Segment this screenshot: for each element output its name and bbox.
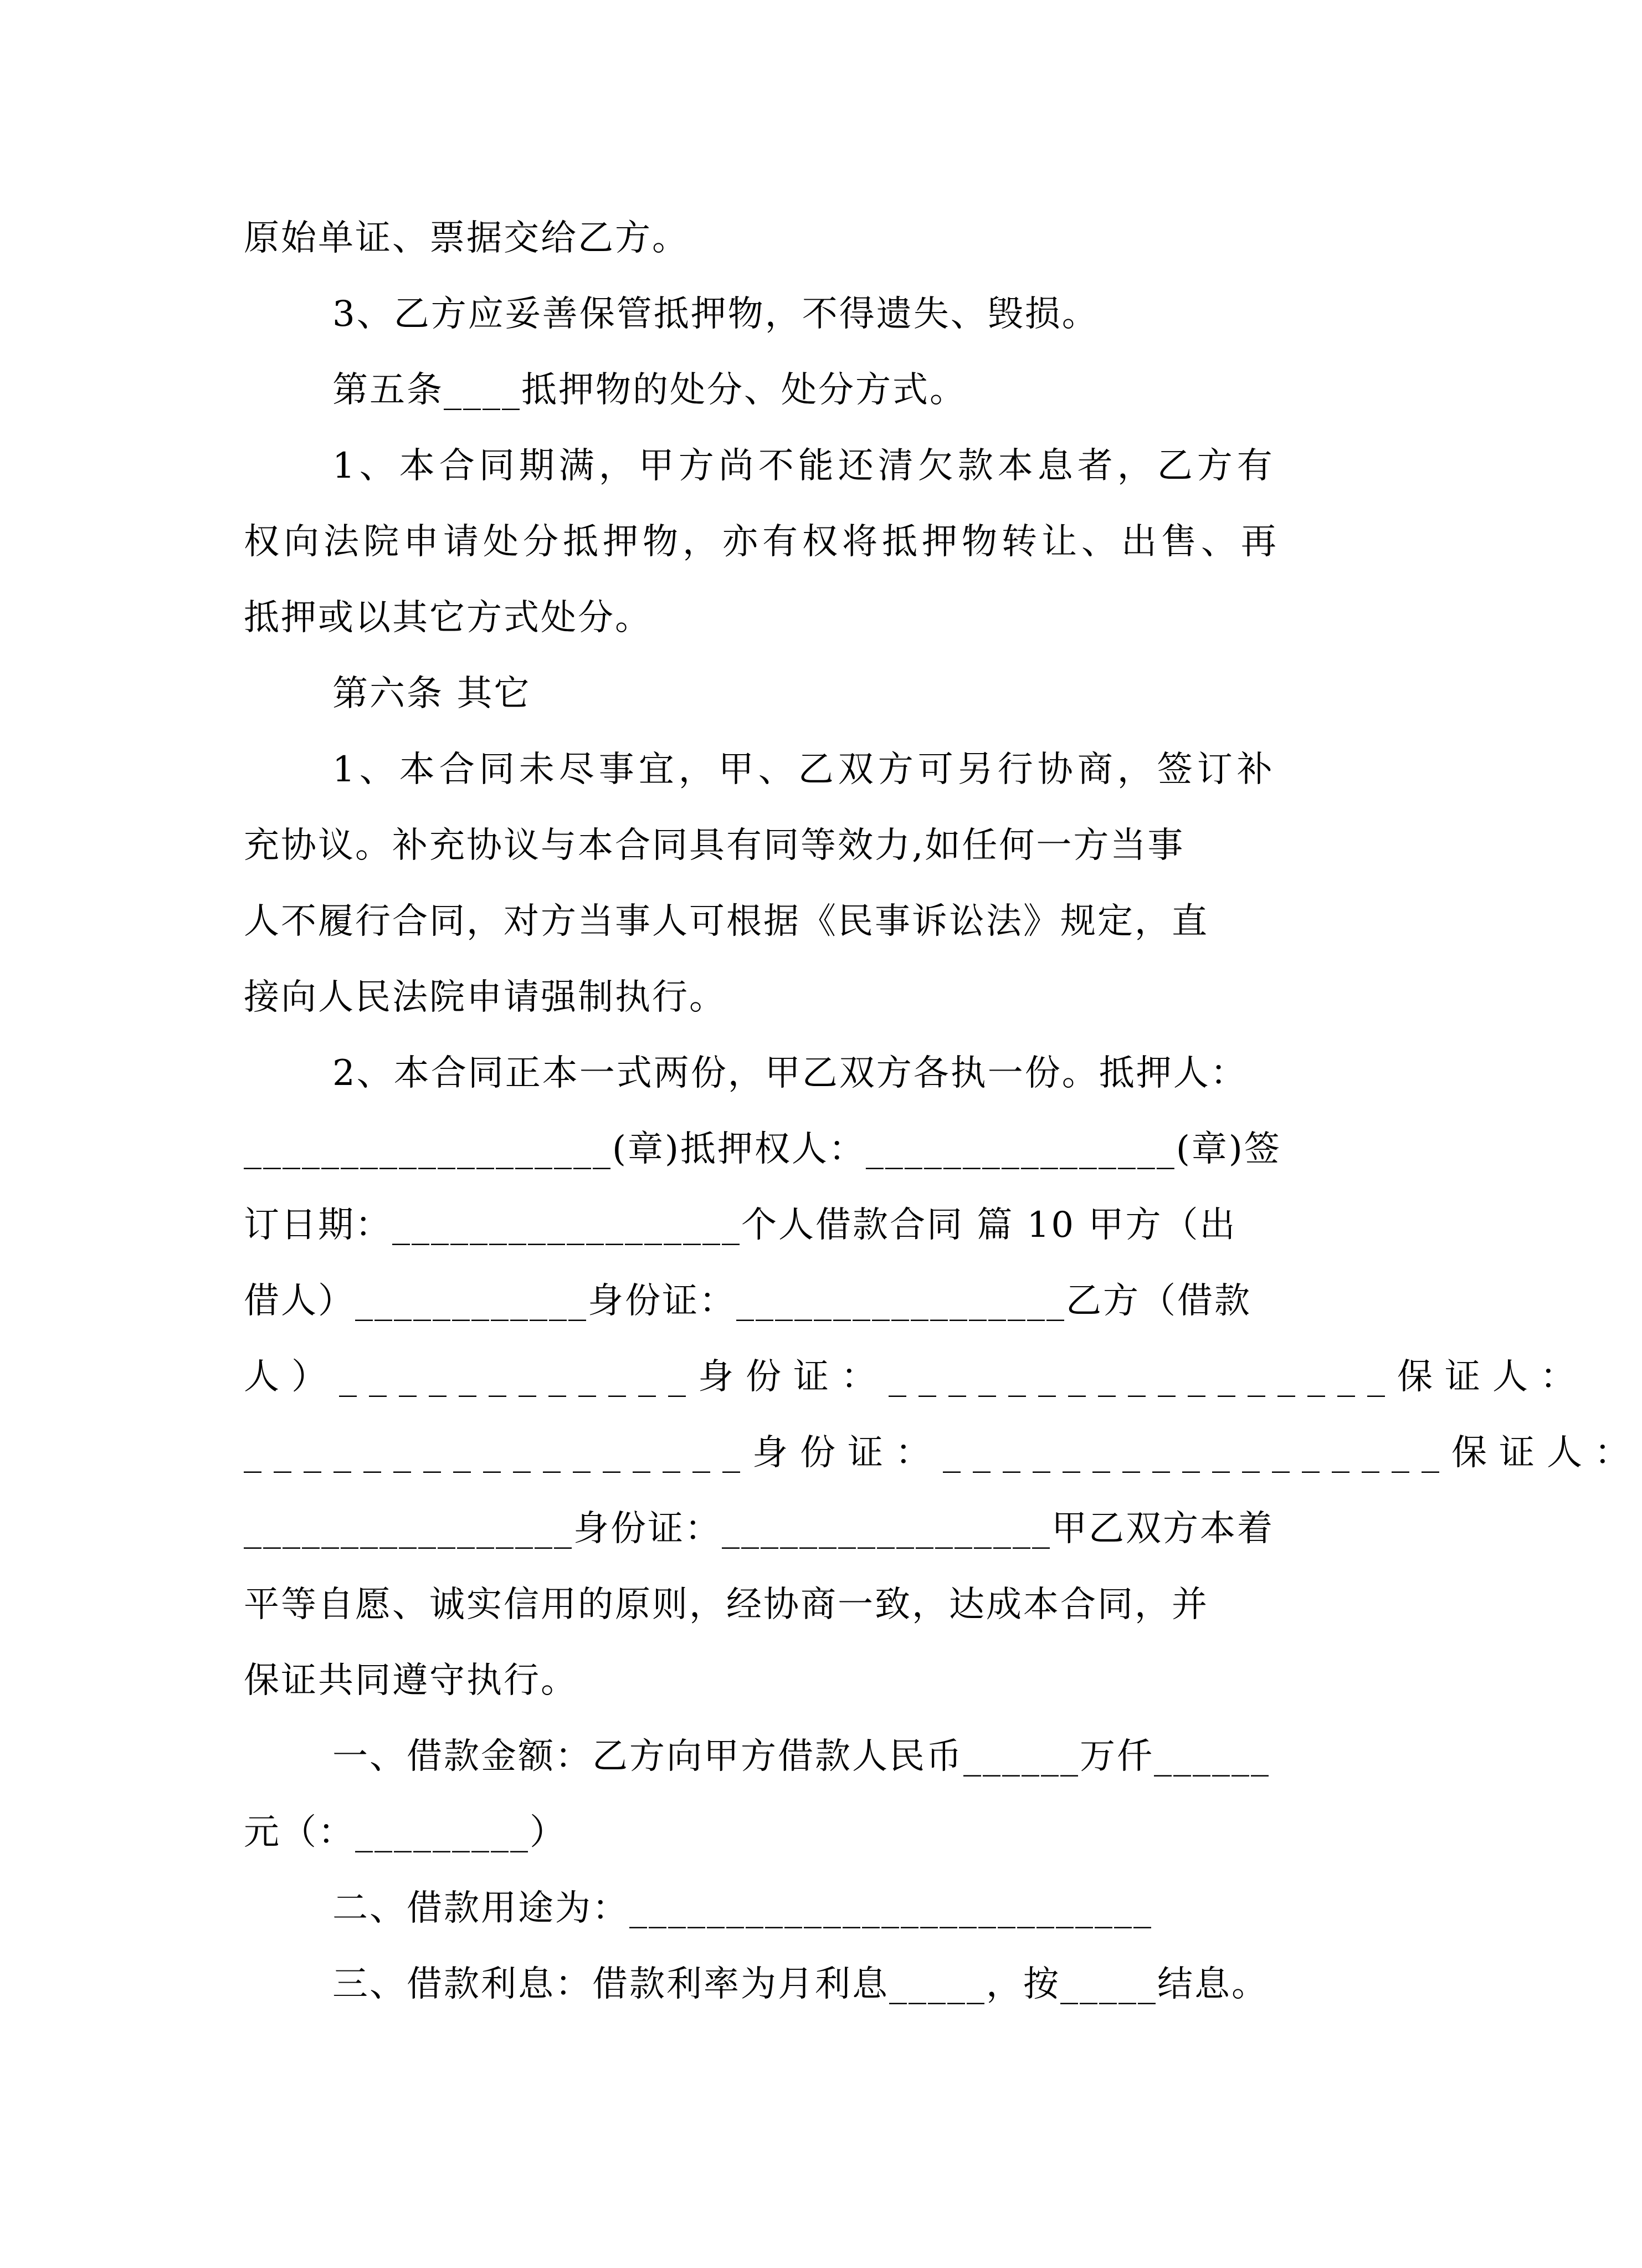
text-line: 借人）____________身份证：_________________乙方（借款 [244,1281,1251,1322]
text-line: 原始单证、票据交给乙方。 [244,218,689,259]
text-line: 3、乙方应妥善保管抵押物，不得遗失、毁损。 [332,294,1099,335]
text-line: 权向法院申请处分抵押物，亦有权将抵押物转让、出售、再 [244,521,1281,562]
text-line: 人）____________身份证：_________________保证人： [244,1356,1588,1397]
text-line: 抵押或以其它方式处分。 [244,597,652,638]
text-line: 1、本合同未尽事宜，甲、乙双方可另行协商，签订补 [332,749,1277,790]
text-line: 三、借款利息：借款利率为月利息_____，按_____结息。 [332,1964,1269,2005]
text-line: ___________________(章)抵押权人：________________(章)签 [244,1129,1281,1170]
text-line: 平等自愿、诚实信用的原则，经协商一致，达成本合同，并 [244,1584,1209,1625]
text-line: 二、借款用途为：___________________________ [332,1888,1153,1929]
text-line: _________________身份证：_________________保证人： [244,1432,1642,1473]
text-line: 充协议。补充协议与本合同具有同等效力,如任何一方当事 [244,825,1185,866]
text-line: 接向人民法院申请强制执行。 [244,977,726,1018]
text-line: _________________身份证：_________________甲乙双方本着 [244,1508,1274,1549]
text-line: 2、本合同正本一式两份，甲乙双方各执一份。抵押人： [332,1053,1248,1094]
article-heading: 第五条____抵押物的处分、处分方式。 [332,370,967,411]
article-heading: 第六条 其它 [332,673,531,714]
text-line: 一、借款金额：乙方向甲方借款人民币______万仟______ [332,1736,1270,1777]
text-line: 1、本合同期满，甲方尚不能还清欠款本息者，乙方有 [332,446,1277,487]
text-line: 元（：_________） [244,1812,567,1853]
text-line: 保证共同遵守执行。 [244,1660,578,1701]
text-line: 订日期：__________________个人借款合同 篇 10 甲方（出 [244,1205,1237,1246]
text-line: 人不履行合同，对方当事人可根据《民事诉讼法》规定，直 [244,901,1209,942]
